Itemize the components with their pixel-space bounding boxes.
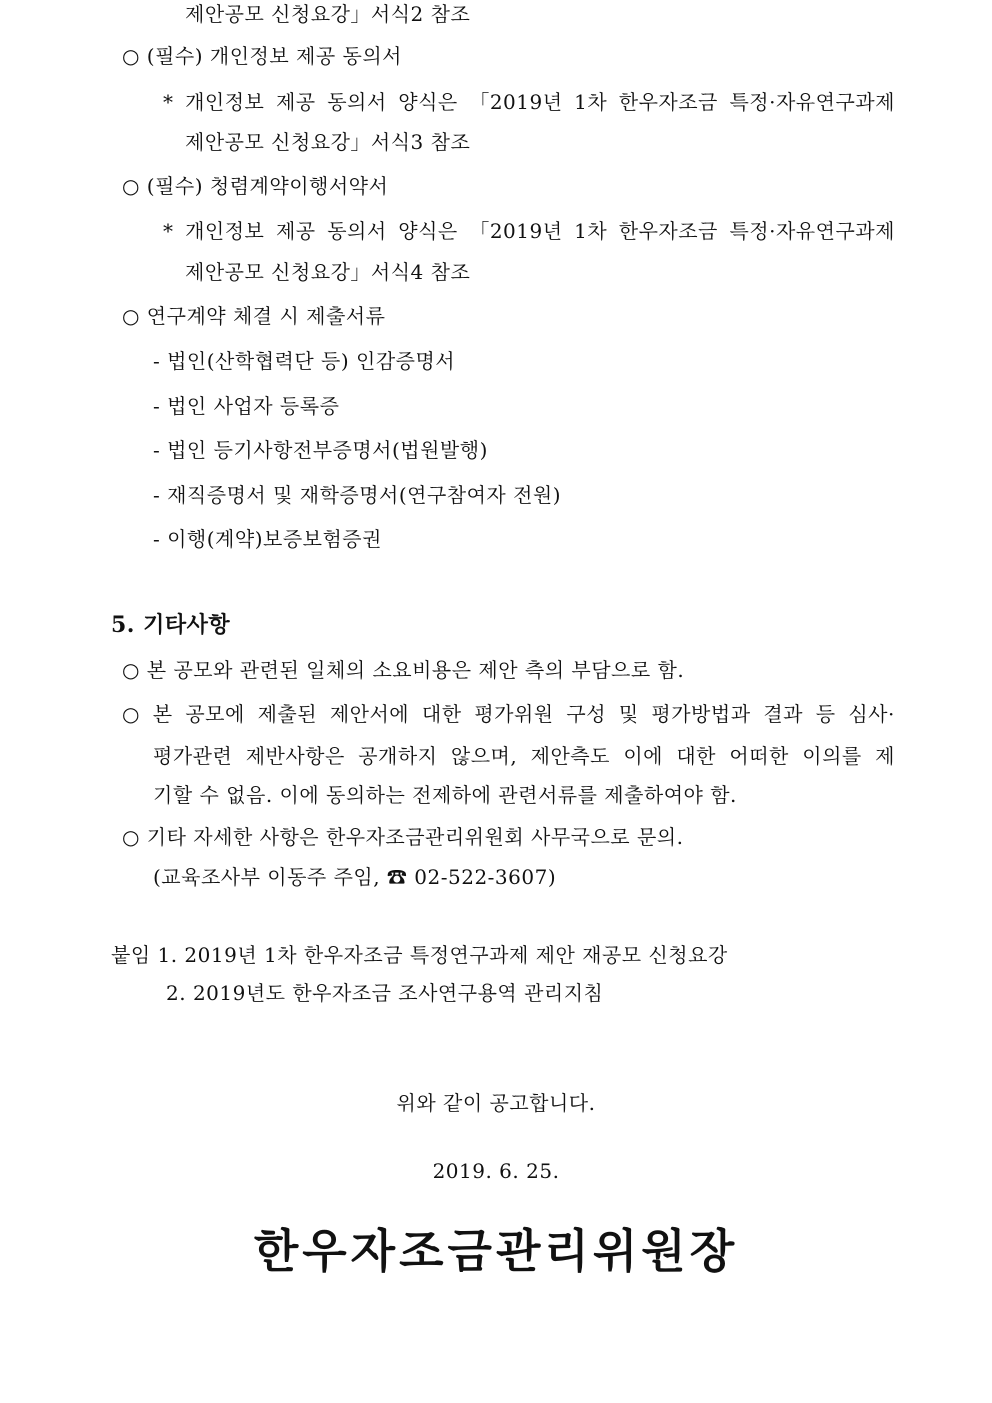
word: 「2019년: [469, 90, 563, 114]
word: 동의서: [327, 219, 387, 243]
text-line: 제안공모 신청요강」서식2 참조: [185, 2, 471, 26]
word: 제안서에: [329, 702, 410, 726]
date-line: 2019. 6. 25.: [432, 1159, 560, 1183]
word: 어떠한: [729, 744, 789, 768]
word: 개인정보: [185, 90, 265, 114]
text-line: 기할 수 없음. 이에 동의하는 전제하에 관련서류를 제출하여야 함.: [153, 783, 737, 807]
word: 평가위원: [474, 702, 554, 726]
contact-line: (교육조사부 이동주 주임, ☎ 02-522-3607): [153, 865, 557, 889]
word: 공개하지: [358, 744, 438, 768]
word: 제: [875, 744, 895, 768]
word: 제출된: [257, 702, 318, 726]
word: 평가관련: [153, 744, 233, 768]
word: 등: [815, 702, 836, 726]
word: 구성: [566, 702, 607, 726]
word: 제반사항은: [245, 744, 345, 768]
issuer-title: 한우자조금관리위원장: [253, 1224, 739, 1278]
note-line: [163, 88, 895, 116]
word: 이에: [623, 744, 663, 768]
word: 이의를: [802, 744, 862, 768]
list-item: ○ (필수) 개인정보 제공 동의서: [122, 44, 403, 68]
text-line: 제안공모 신청요강」서식4 참조: [185, 260, 471, 284]
word: 1차: [574, 90, 608, 114]
word: 개인정보: [185, 219, 265, 243]
word: 한우자조금: [618, 219, 718, 243]
word: 양식은: [398, 219, 458, 243]
word: 제안측도: [530, 744, 610, 768]
word: 양식은: [398, 90, 458, 114]
list-item: ○ (필수) 청렴계약이행서약서: [122, 174, 389, 198]
word: 특정·자유연구과제: [729, 90, 895, 114]
list-item: ○ 기타 자세한 사항은 한우자조금관리위원회 사무국으로 문의.: [122, 825, 684, 849]
word: 및: [618, 702, 639, 726]
text-line: [153, 742, 895, 770]
word: 심사·: [848, 702, 895, 726]
word: 않으며,: [450, 744, 518, 768]
word: 「2019년: [469, 219, 563, 243]
sub-item: - 법인 사업자 등록증: [153, 394, 340, 418]
word: 본: [152, 702, 173, 726]
word: 공모에: [185, 702, 245, 726]
word: *: [163, 219, 174, 243]
word: 특정·자유연구과제: [729, 219, 895, 243]
word: 한우자조금: [618, 90, 718, 114]
sub-item: - 법인(산학협력단 등) 인감증명서: [153, 349, 456, 373]
word: 동의서: [327, 90, 387, 114]
word: ○: [122, 702, 140, 726]
word: 제공: [275, 219, 316, 243]
sub-item: - 법인 등기사항전부증명서(법원발행): [153, 438, 488, 462]
text-line: 제안공모 신청요강」서식3 참조: [185, 130, 471, 154]
list-item: ○ 본 공모와 관련된 일체의 소요비용은 제안 측의 부담으로 함.: [122, 658, 685, 682]
word: 제공: [275, 90, 316, 114]
notice-line: 위와 같이 공고합니다.: [396, 1091, 596, 1115]
word: 대한: [421, 702, 462, 726]
section-heading: 5. 기타사항: [111, 612, 231, 638]
word: 결과: [763, 702, 803, 726]
word: 평가방법과: [651, 702, 751, 726]
list-item: [122, 700, 895, 728]
attachment-1: 붙임 1. 2019년 1차 한우자조금 특정연구과제 제안 재공모 신청요강: [111, 943, 728, 967]
sub-item: - 이행(계약)보증보험증권: [153, 527, 382, 551]
word: 1차: [574, 219, 608, 243]
note-line: [163, 217, 895, 245]
list-item: ○ 연구계약 체결 시 제출서류: [122, 304, 386, 328]
word: *: [163, 90, 174, 114]
sub-item: - 재직증명서 및 재학증명서(연구참여자 전원): [153, 483, 562, 507]
word: 대한: [676, 744, 716, 768]
attachment-2: 2. 2019년도 한우자조금 조사연구용역 관리지침: [166, 981, 604, 1005]
